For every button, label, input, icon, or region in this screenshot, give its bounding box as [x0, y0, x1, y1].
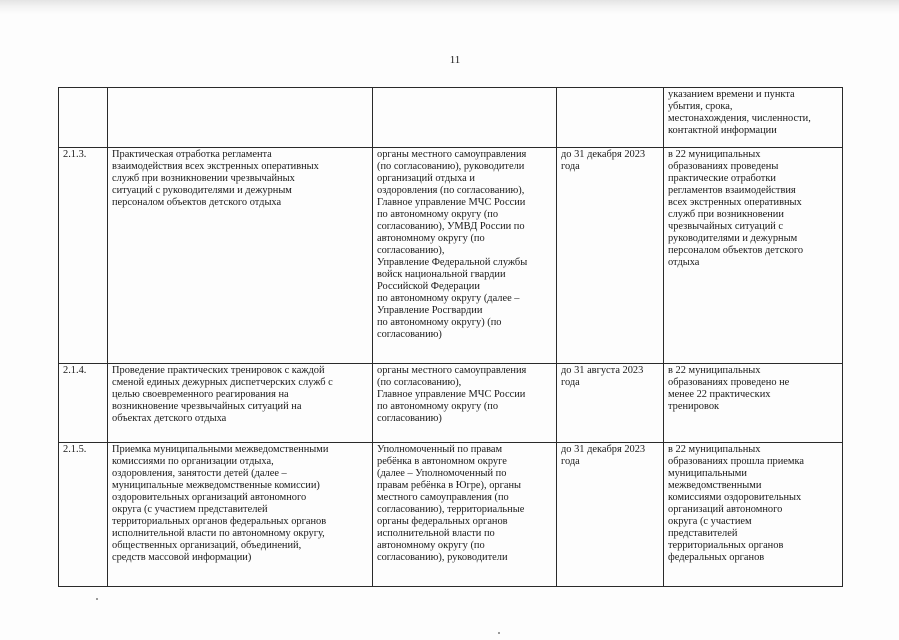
activity-cell [108, 88, 373, 148]
cell-text-line: персоналом объектов детского отдыха [112, 197, 282, 208]
cell-text-line: (по согласованию), руководители [377, 161, 525, 172]
table-row [59, 88, 843, 148]
cell-text-line: до 31 декабря 2023 [561, 444, 646, 455]
scan-speck [498, 632, 500, 634]
cell-text-line: (далее – Уполномоченный по [377, 468, 507, 479]
cell-text-line: образованиях проведены [668, 161, 779, 172]
cell-text-line: в 22 муниципальных [668, 149, 761, 160]
cell-text-line: целью своевременного реагирования на [112, 389, 289, 400]
item-number-cell [59, 88, 108, 148]
cell-text-line: в 22 муниципальных [668, 444, 761, 455]
cell-text-line: органы местного самоуправления [377, 365, 527, 376]
cell-text-line: комиссиями оздоровительных [668, 492, 802, 503]
cell-text-line: Главное управление МЧС России [377, 389, 526, 400]
cell-text-line: образованиях прошла приемка [668, 456, 804, 467]
cell-text-line: согласованию) [377, 413, 442, 424]
cell-text-line: возникновение чрезвычайных ситуаций на [112, 401, 302, 412]
table-row [59, 148, 843, 364]
cell-text-line: по автономному округу (по [377, 209, 499, 220]
cell-text-line: по автономному округу (далее – [377, 293, 520, 304]
cell-text-line: ребёнка в автономном округе [377, 456, 507, 467]
cell-text-line: практические отработки [668, 173, 776, 184]
cell-text-line: Приемка муниципальными межведомственными [112, 444, 329, 455]
cell-text-line: до 31 декабря 2023 [561, 149, 646, 160]
plan-table [58, 87, 843, 587]
cell-text-line: чрезвычайных ситуаций с [668, 221, 784, 232]
cell-text-line: межведомственными [668, 480, 762, 491]
cell-text-line: согласованию) [377, 329, 442, 340]
result-cell [664, 148, 843, 364]
cell-text-line: войск национальной гвардии [377, 269, 506, 280]
cell-text-line: контактной информации [668, 125, 777, 136]
page-number: 11 [449, 54, 461, 66]
cell-text-line: оздоровления, занятости детей (далее – [112, 468, 287, 479]
cell-text-line: регламентов взаимодействия [668, 185, 796, 196]
cell-text-line: оздоровительных организаций автономного [112, 492, 307, 503]
activity-cell [108, 148, 373, 364]
cell-text-line: исполнительной власти по [377, 528, 495, 539]
cell-text-line: тренировок [668, 401, 720, 412]
cell-text-line: 2.1.5. [63, 444, 87, 455]
cell-text-line: образованиях проведено не [668, 377, 790, 388]
cell-text-line: муниципальные межведомственные комиссии) [112, 480, 320, 491]
cell-text-line: округа (с участием представителей [112, 504, 268, 515]
cell-text-line: исполнительной власти по автономному округу, [112, 528, 325, 539]
cell-text-line: отдыха [668, 257, 700, 268]
cell-text-line: Управление Росгвардии [377, 305, 483, 316]
cell-text-line: Проведение практических тренировок с каждой [112, 365, 325, 376]
scan-speck [96, 598, 98, 600]
result-cell [664, 443, 843, 587]
cell-text-line: округа (с участием [668, 516, 752, 527]
cell-text-line: 2.1.4. [63, 365, 87, 376]
cell-text-line: органы федеральных органов [377, 516, 508, 527]
cell-text-line: Практическая отработка регламента [112, 149, 272, 160]
cell-text-line: организаций отдыха и [377, 173, 475, 184]
responsible-cell [373, 148, 557, 364]
scan-edge-shadow [0, 0, 899, 14]
deadline-cell [557, 443, 664, 587]
cell-text-line: объектах детского отдыха [112, 413, 227, 424]
cell-text-line: по автономному округу) (по [377, 317, 502, 328]
cell-text-line: правам ребёнка в Югре), органы [377, 480, 522, 491]
result-cell [664, 88, 843, 148]
item-number-cell [59, 443, 108, 587]
cell-text-line: убытия, срока, [668, 101, 733, 112]
cell-text-line: комиссиями по организации отдыха, [112, 456, 274, 467]
cell-text-line: согласованию), руководители [377, 552, 508, 563]
cell-text-line: взаимодействия всех экстренных оперативных [112, 161, 319, 172]
activity-cell [108, 443, 373, 587]
cell-text-line: согласованию), территориальные [377, 504, 525, 515]
cell-text-line: муниципальными [668, 468, 747, 479]
cell-text-line: менее 22 практических [668, 389, 771, 400]
cell-text-line: до 31 августа 2023 [561, 365, 644, 376]
cell-text-line: по автономному округу (по [377, 401, 499, 412]
cell-text-line: федеральных органов [668, 552, 765, 563]
cell-text-line: Главное управление МЧС России [377, 197, 526, 208]
responsible-cell [373, 443, 557, 587]
deadline-cell [557, 88, 664, 148]
deadline-cell [557, 364, 664, 443]
cell-text-line: местного самоуправления (по [377, 492, 509, 503]
cell-text-line: Уполномоченный по правам [377, 444, 503, 455]
cell-text-line: общественных организаций, объединений, [112, 540, 302, 551]
responsible-cell [373, 364, 557, 443]
cell-text-line: Российской Федерации [377, 281, 480, 292]
activity-cell [108, 364, 373, 443]
cell-text-line: в 22 муниципальных [668, 365, 761, 376]
responsible-cell [373, 88, 557, 148]
cell-text-line: Управление Федеральной службы [377, 257, 528, 268]
deadline-cell [557, 148, 664, 364]
table-row [59, 443, 843, 587]
cell-text-line: персоналом объектов детского [668, 245, 804, 256]
cell-text-line: организаций автономного [668, 504, 783, 515]
cell-text-line: указанием времени и пункта [668, 89, 795, 100]
cell-text-line: территориальных органов федеральных органов [112, 516, 327, 527]
cell-text-line: сменой единых дежурных диспетчерских служб с [112, 377, 333, 388]
cell-text-line: местонахождения, численности, [668, 113, 811, 124]
cell-text-line: года [561, 456, 580, 467]
cell-text-line: служб при возникновении [668, 209, 784, 220]
cell-text-line: руководителями и дежурным [668, 233, 798, 244]
cell-text-line: оздоровления (по согласованию), [377, 185, 525, 196]
cell-text-line: автономному округу (по [377, 540, 485, 551]
cell-text-line: представителей [668, 528, 738, 539]
cell-text-line: служб при возникновении чрезвычайных [112, 173, 295, 184]
table-row [59, 364, 843, 443]
result-cell [664, 364, 843, 443]
cell-text-line: согласованию), УМВД России по [377, 221, 525, 232]
cell-text-line: всех экстренных оперативных [668, 197, 802, 208]
cell-text-line: средств массовой информации) [112, 552, 252, 563]
item-number-cell [59, 364, 108, 443]
cell-text-line: ситуаций с руководителями и дежурным [112, 185, 292, 196]
cell-text-line: согласованию), [377, 245, 445, 256]
cell-text-line: года [561, 161, 580, 172]
cell-text-line: органы местного самоуправления [377, 149, 527, 160]
cell-text-line: (по согласованию), [377, 377, 462, 388]
cell-text-line: территориальных органов [668, 540, 784, 551]
cell-text-line: 2.1.3. [63, 149, 87, 160]
cell-text-line: автономному округу (по [377, 233, 485, 244]
cell-text-line: года [561, 377, 580, 388]
item-number-cell [59, 148, 108, 364]
